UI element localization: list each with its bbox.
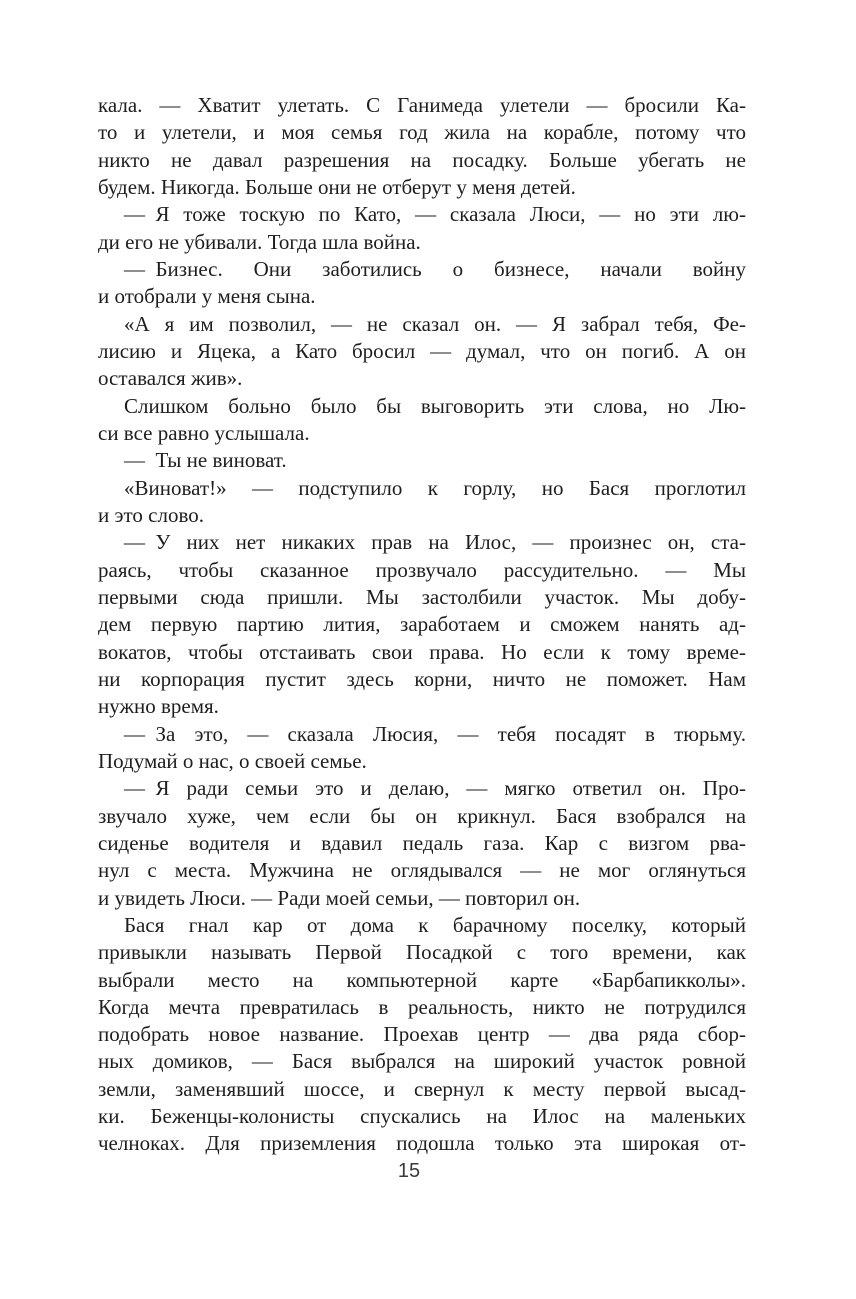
text-line: раясь, чтобы сказанное прозвучало рассудительно. — Мы: [98, 557, 746, 582]
text-line: — За это, — сказала Люсия, — тебя посадят в тюрьму.: [124, 721, 746, 746]
text-line: си все равно услышала.: [98, 420, 310, 445]
text-line: земли, заменявший шоссе, и свернул к месту первой высад-: [98, 1076, 746, 1101]
text-line: нужно время.: [98, 694, 219, 719]
text-line: оставался жив».: [98, 366, 243, 391]
text-line: звучало хуже, чем если бы он крикнул. Бася взобрался на: [98, 803, 746, 828]
text-line: челноках. Для приземления подошла только эта широкая от-: [98, 1131, 746, 1156]
page-number: 15: [397, 1160, 421, 1182]
text-line: кала. — Хватит улетать. С Ганимеда улетели — бросили Ка-: [98, 93, 746, 117]
text-line: выбрали место на компьютерной карте «Барбапикколы».: [98, 967, 746, 992]
text-line: ки. Беженцы-колонисты спускались на Илос на маленьких: [98, 1104, 746, 1129]
text-line: ных домиков, — Бася выбрался на широкий участок ровной: [98, 1049, 746, 1074]
text-line: нул с места. Мужчина не оглядывался — не мог оглянуться: [98, 858, 746, 883]
text-line: и это слово.: [98, 502, 204, 527]
text-line: первыми сюда пришли. Мы застолбили участок. Мы добу-: [98, 584, 746, 609]
text-line: «Виноват!» — подступило к горлу, но Бася проглотил: [124, 475, 746, 500]
text-line: дем первую партию лития, заработаем и сможем нанять ад-: [98, 612, 746, 637]
text-line: то и улетели, и моя семья год жила на корабле, потому что: [98, 120, 746, 145]
text-line: сиденье водителя и вдавил педаль газа. Кар с визгом рва-: [98, 830, 746, 855]
text-line: — Бизнес. Они заботились о бизнесе, начали войну: [124, 256, 746, 281]
text-line: вокатов, чтобы отстаивать свои права. Но если к тому време-: [98, 639, 746, 664]
text-line: подобрать новое название. Проехав центр — два ряда сбор-: [98, 1022, 746, 1047]
text-line: лисию и Яцека, а Като бросил — думал, что он погиб. А он: [98, 338, 746, 363]
text-line: ни корпорация пустит здесь корни, ничто не поможет. Нам: [98, 666, 746, 691]
text-line: — Ты не виноват.: [124, 448, 287, 473]
text-line: будем. Никогда. Больше они не отберут у меня детей.: [98, 174, 576, 199]
text-line: Слишком больно было бы выговорить эти слова, но Лю-: [124, 393, 746, 418]
text-line: и отобрали у меня сына.: [98, 284, 316, 309]
text-line: ди его не убивали. Тогда шла война.: [98, 229, 421, 254]
text-line: — Я тоже тоскую по Като, — сказала Люси, — но эти лю-: [124, 202, 746, 227]
text-line: и увидеть Люси. — Ради моей семьи, — повторил он.: [98, 885, 581, 910]
text-line: никто не давал разрешения на посадку. Больше убегать не: [98, 147, 746, 172]
text-line: Подумай о нас, о своей семье.: [98, 748, 367, 773]
text-line: привыкли называть Первой Посадкой с того времени, как: [98, 940, 746, 965]
text-line: — У них нет никаких прав на Илос, — произнес он, ста-: [124, 530, 746, 555]
page-text: [98, 92, 746, 1158]
text-line: — Я ради семьи это и делаю, — мягко ответил он. Про-: [124, 776, 746, 801]
text-line: Когда мечта превратилась в реальность, никто не потрудился: [98, 994, 746, 1019]
text-line: «А я им позволил, — не сказал он. — Я забрал тебя, Фе-: [124, 311, 746, 336]
text-line: Бася гнал кар от дома к барачному поселку, который: [124, 912, 746, 937]
